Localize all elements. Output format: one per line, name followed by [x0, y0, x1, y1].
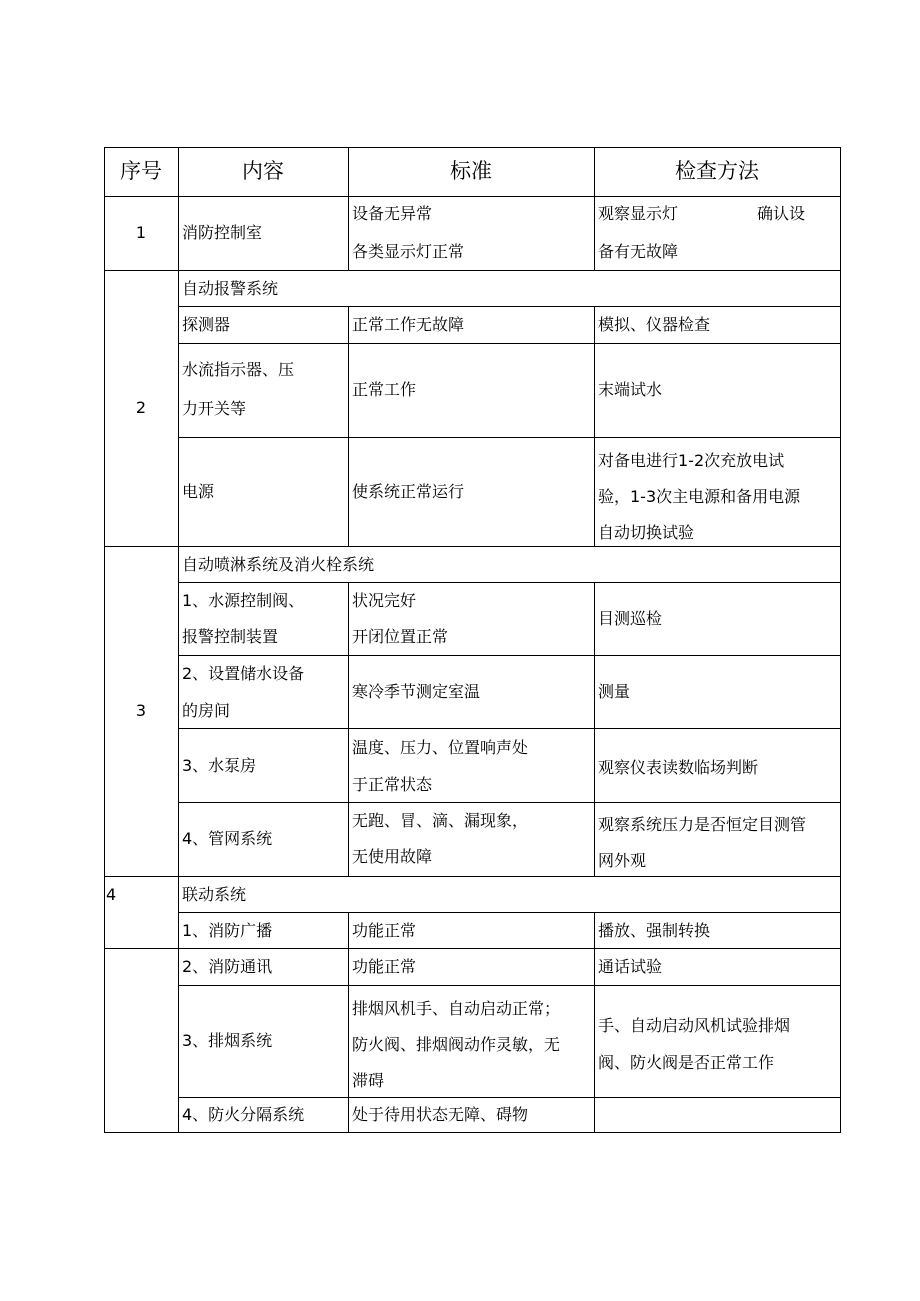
standard-cell: 防火阀、排烟阀动作灵敏，无	[352, 1035, 561, 1054]
standard-cell: 温度、压力、位置响声处	[352, 738, 529, 757]
rule	[178, 912, 840, 913]
method-cell: 测量	[598, 682, 631, 701]
method-cell: 网外观	[598, 851, 647, 870]
rule	[178, 437, 840, 438]
rule	[178, 343, 840, 344]
standard-cell: 正常工作	[352, 380, 417, 399]
rule	[348, 912, 349, 1133]
standard-cell: 开闭位置正常	[352, 627, 449, 646]
standard-cell: 功能正常	[352, 957, 417, 976]
rule	[594, 912, 595, 1133]
rule	[178, 985, 840, 986]
row-number: 2	[135, 398, 147, 417]
rule	[178, 147, 179, 1133]
rule	[594, 582, 595, 876]
rule	[594, 306, 595, 546]
header-no: 序号	[120, 159, 162, 183]
method-cell: 阀、防火阀是否正常工作	[598, 1053, 775, 1072]
rule	[348, 306, 349, 546]
content-cell: 电源	[182, 482, 215, 501]
method-cell: 播放、强制转换	[598, 921, 711, 940]
method-cell: 通话试验	[598, 957, 663, 976]
method-cell: 验，1-3次主电源和备用电源	[598, 487, 801, 506]
rule	[348, 582, 349, 876]
method-cell: 对备电进行1-2次充放电试	[598, 451, 785, 470]
header-standard: 标准	[450, 159, 492, 183]
content-cell: 水流指示器、压	[182, 360, 295, 379]
method-cell: 模拟、仪器检查	[598, 315, 711, 334]
rule	[104, 147, 105, 1133]
header-content: 内容	[242, 159, 284, 183]
row-number: 1	[135, 223, 147, 242]
standard-cell: 各类显示灯正常	[352, 242, 465, 261]
standard-cell: 设备无异常	[352, 204, 433, 223]
method-cell: 目测巡检	[598, 609, 663, 628]
content-cell: 3、排烟系统	[182, 1031, 273, 1050]
content-cell: 消防控制室	[182, 223, 263, 242]
standard-cell: 处于待用状态无障、碍物	[352, 1105, 529, 1124]
content-cell: 力开关等	[182, 399, 247, 418]
content-cell: 探测器	[182, 315, 231, 334]
section-title: 自动报警系统	[182, 279, 279, 298]
section-title: 联动系统	[182, 885, 247, 904]
standard-cell: 无跑、冒、滴、漏现象，	[352, 811, 529, 830]
standard-cell: 滞碍	[352, 1071, 385, 1090]
content-cell: 的房间	[182, 701, 231, 720]
standard-cell: 寒冷季节测定室温	[352, 682, 481, 701]
content-cell: 2、设置储水设备	[182, 664, 305, 683]
method-cell: 末端试水	[598, 380, 663, 399]
method-cell: 手、自动启动风机试验排烟	[598, 1016, 791, 1035]
content-cell: 1、水源控制阀、	[182, 591, 305, 610]
standard-cell: 功能正常	[352, 921, 417, 940]
standard-cell: 于正常状态	[352, 775, 433, 794]
row-number: 4	[106, 885, 117, 904]
standard-cell: 排烟风机手、自动启动正常；	[352, 999, 561, 1018]
header-method: 检查方法	[675, 159, 759, 183]
method-cell: 备有无故障	[598, 242, 679, 261]
content-cell: 报警控制装置	[182, 627, 279, 646]
method-cell: 确认设	[757, 204, 806, 223]
method-cell: 自动切换试验	[598, 523, 695, 542]
rule	[104, 196, 840, 197]
content-cell: 4、防火分隔系统	[182, 1105, 305, 1124]
standard-cell: 状况完好	[352, 591, 417, 610]
row-number: 3	[135, 701, 147, 720]
standard-cell: 无使用故障	[352, 847, 433, 866]
section-title: 自动喷淋系统及消火栓系统	[182, 555, 375, 574]
standard-cell: 正常工作无故障	[352, 315, 465, 334]
standard-cell: 使系统正常运行	[352, 482, 465, 501]
method-cell: 观察显示灯	[598, 204, 679, 223]
method-cell: 观察系统压力是否恒定目测管	[598, 815, 807, 834]
rule	[840, 147, 841, 1133]
content-cell: 4、管网系统	[182, 829, 273, 848]
content-cell: 2、消防通讯	[182, 957, 273, 976]
method-cell: 观察仪表读数临场判断	[598, 758, 759, 777]
content-cell: 1、消防广播	[182, 921, 273, 940]
content-cell: 3、水泵房	[182, 756, 257, 775]
